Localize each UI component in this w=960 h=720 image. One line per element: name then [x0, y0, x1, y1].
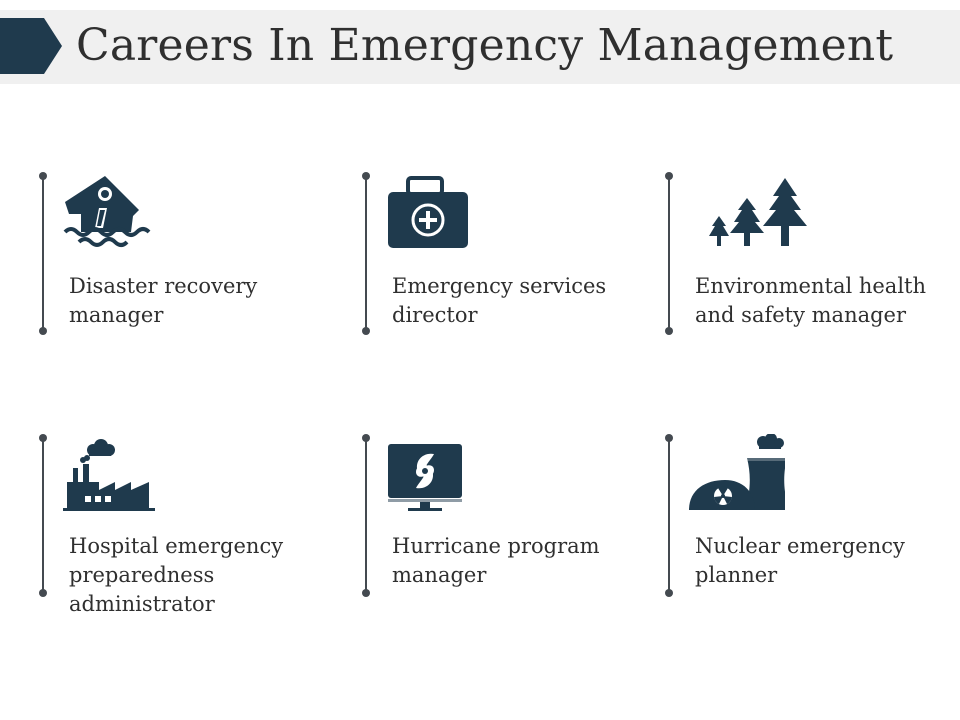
divider-dot-bottom [665, 327, 673, 335]
divider-dot-bottom [362, 589, 370, 597]
trees-icon [685, 178, 815, 258]
page-title: Careers In Emergency Management [76, 20, 894, 71]
divider-dot-top [665, 172, 673, 180]
hurricane-monitor-icon [382, 442, 482, 522]
career-card-hurricane-program [362, 434, 642, 634]
card-divider [365, 437, 367, 595]
divider-dot-bottom [665, 589, 673, 597]
divider-dot-top [39, 434, 47, 442]
career-label: Hurricane program manager [392, 534, 600, 587]
divider-dot-bottom [39, 327, 47, 335]
card-divider [365, 175, 367, 333]
card-divider [668, 175, 670, 333]
first-aid-kit-icon [382, 176, 482, 256]
career-card-disaster-recovery [39, 172, 319, 372]
divider-dot-top [665, 434, 673, 442]
flooded-house-icon [59, 174, 159, 254]
career-card-nuclear-emergency [665, 434, 945, 634]
career-label: Environmental health and safety manager [695, 274, 927, 327]
card-divider [42, 437, 44, 595]
career-card-hospital-preparedness [39, 434, 319, 634]
career-label: Emergency services director [392, 274, 607, 327]
career-label: Nuclear emergency planner [695, 534, 905, 587]
factory-icon [59, 438, 159, 518]
career-card-environmental-safety [665, 172, 945, 372]
career-label: Hospital emergency preparedness administrator [69, 534, 284, 616]
divider-dot-bottom [39, 589, 47, 597]
divider-dot-top [362, 434, 370, 442]
divider-dot-top [39, 172, 47, 180]
nuclear-plant-icon [685, 434, 785, 514]
career-card-emergency-services [362, 172, 642, 372]
divider-dot-bottom [362, 327, 370, 335]
divider-dot-top [362, 172, 370, 180]
career-label: Disaster recovery manager [69, 274, 258, 327]
card-divider [42, 175, 44, 333]
card-divider [668, 437, 670, 595]
title-arrow-icon [0, 18, 62, 74]
